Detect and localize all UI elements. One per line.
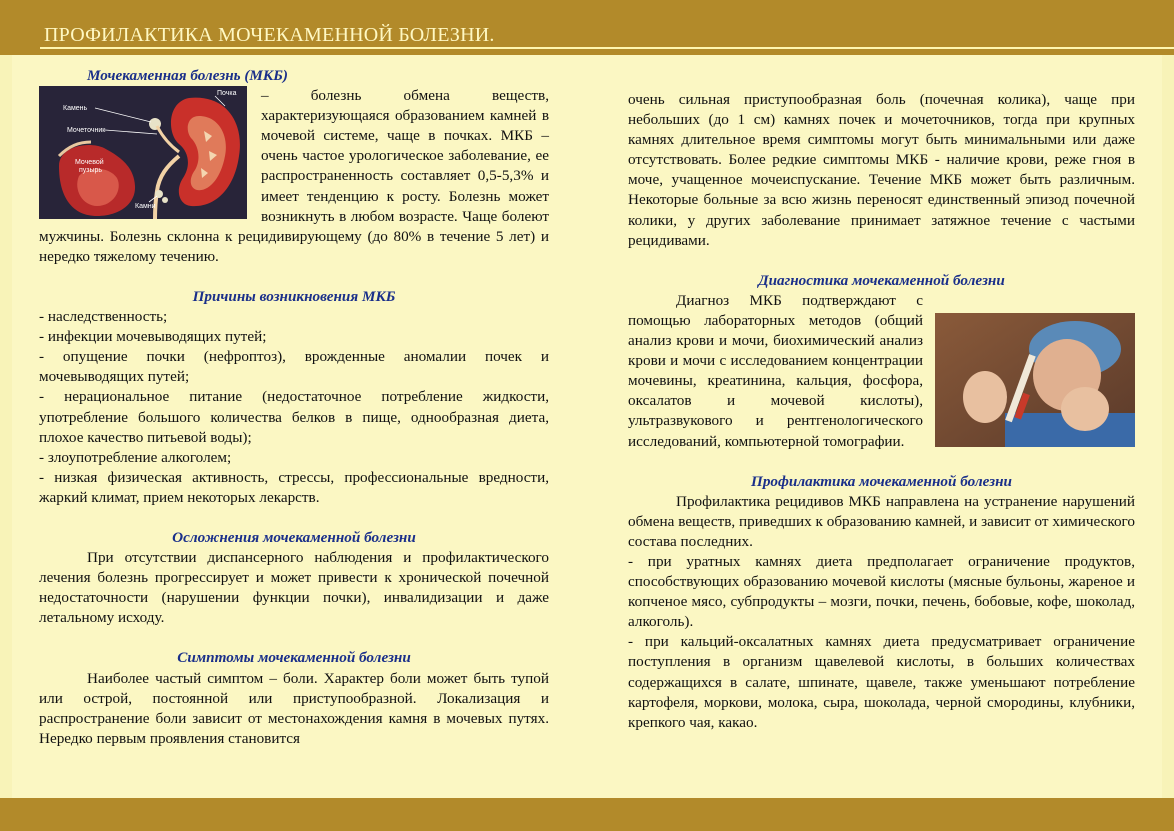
cause-item: - опущение почки (нефроптоз), врожденные аномалии почек и мочевыводящих путей; (39, 348, 549, 386)
complications-text: При отсутствии диспансерного наблюдения и профилактического лечения болезнь прогрессирует и может привести к хронической почечной недостаточности (нарушении функции почки), инвалидизации и даже летальному исходу. (39, 549, 549, 627)
intro-paragraph (39, 66, 549, 86)
label-ureter: Мочеточник (67, 127, 106, 135)
prevention-item: - при уратных камнях диета предполагает ограничение продуктов, способствующих образованию мочевой кислоты (мясные бульоны, жареное и копченое мясо, субпродукты – мозги, почки, печень, бобовые, кофе, шоколад, алкоголь). (628, 552, 1135, 631)
cause-item: - злоупотребление алкоголем; (39, 448, 232, 466)
label-bladder-2: пузырь (79, 167, 103, 175)
label-stone: Камень (63, 105, 88, 113)
symptoms-heading: Симптомы мочекаменной болезни (177, 649, 411, 667)
prevention-heading: Профилактика мочекаменной болезни (751, 472, 1012, 490)
diagnostics-text: Диагноз МКБ подтверждают с помощью лабораторных методов (общий анализ крови и мочи, биохимический анализ крови и мочи с исследованием концентрации мочевины, креатинина, кальция, фосфора, оксалатов и мочевой кислоты), ультразвукового и рентгенологического исследований, компьютерной томографии. (628, 291, 923, 450)
cause-item: - инфекции мочевыводящих путей; (39, 328, 267, 346)
right-column (628, 90, 1135, 733)
footer-bar (0, 798, 1174, 831)
prevention-item: - при кальций-оксалатных камнях диета предусматривает ограничение поступления в организм щавелевой кислоты, в больших количествах содержащихся в салате, шпинате, щавеле, также уменьшают потребление картофеля, моркови, молока, сыра, шоколада, черной смородины, клубники, крепкого чая, какао. (628, 633, 1135, 731)
kidney-figure (39, 86, 247, 219)
diagnostics-heading: Диагностика мочекаменной болезни (758, 271, 1005, 289)
complications-heading: Осложнения мочекаменной болезни (172, 528, 416, 546)
prevention-text: Профилактика рецидивов МКБ направлена на устранение нарушений обмена веществ, приведших к образованию камней, и зависит от химического состава последних. (628, 492, 1135, 550)
cause-item: - низкая физическая активность, стрессы, профессиональные вредности, жаркий климат, прием некоторых лекарств. (39, 468, 549, 506)
label-stones: Камни (135, 203, 156, 211)
causes-heading: Причины возникновения МКБ (192, 287, 396, 305)
label-kidney: Почка (217, 90, 237, 98)
left-column (39, 66, 549, 749)
intro-term: Мочекаменная болезнь (МКБ) (87, 67, 288, 84)
label-bladder-1: Мочевой (75, 159, 104, 167)
intro-text: – болезнь обмена веществ, характеризующаяся образованием камней в мочевой системе, чаще в почках. МКБ – очень частое урологическое заболевание, ее распространенность составляет 0,5-5,3% и имеет тенденцию к росту. Болезнь может возникнуть в любом возрасте. Чаще болеют мужчины. Болезнь склонна к рецидивирующему (до 80% в течение 5 лет) и нередко тяжелому течению. (39, 87, 549, 265)
symptoms-continued: очень сильная приступообразная боль (почечная колика), чаще при небольших (до 1 см) камнях почек и мочеточников, тогда при крупных камнях длительное время симптомы могут быть минимальными или даже отсутствовать. Более редкие симптомы МКБ - наличие крови, реже гноя в моче, учащенное мочеиспускание. Течение МКБ может быть различным. Некоторые больные за всю жизнь переносят единственный эпизод почечной колики, у других заболевание принимает затяжное течение с частыми рецидивами. (628, 91, 1135, 249)
cause-item: - наследственность; (39, 308, 168, 326)
symptoms-text: Наиболее частый симптом – боли. Характер боли может быть тупой или острой, постоянной или приступообразной. Локализация и распространение боли зависит от местонахождения камня в мочевых путях. Нередко первым проявления становится (39, 669, 549, 747)
title-underline (40, 47, 1174, 49)
page-title: ПРОФИЛАКТИКА МОЧЕКАМЕННОЙ БОЛЕЗНИ. (44, 24, 495, 46)
lab-photo (935, 313, 1135, 447)
cause-item: - нерациональное питание (недостаточное потребление жидкости, употребление большого количества белков в пище, однообразная диета, плохое качество питьевой воды); (39, 388, 549, 446)
